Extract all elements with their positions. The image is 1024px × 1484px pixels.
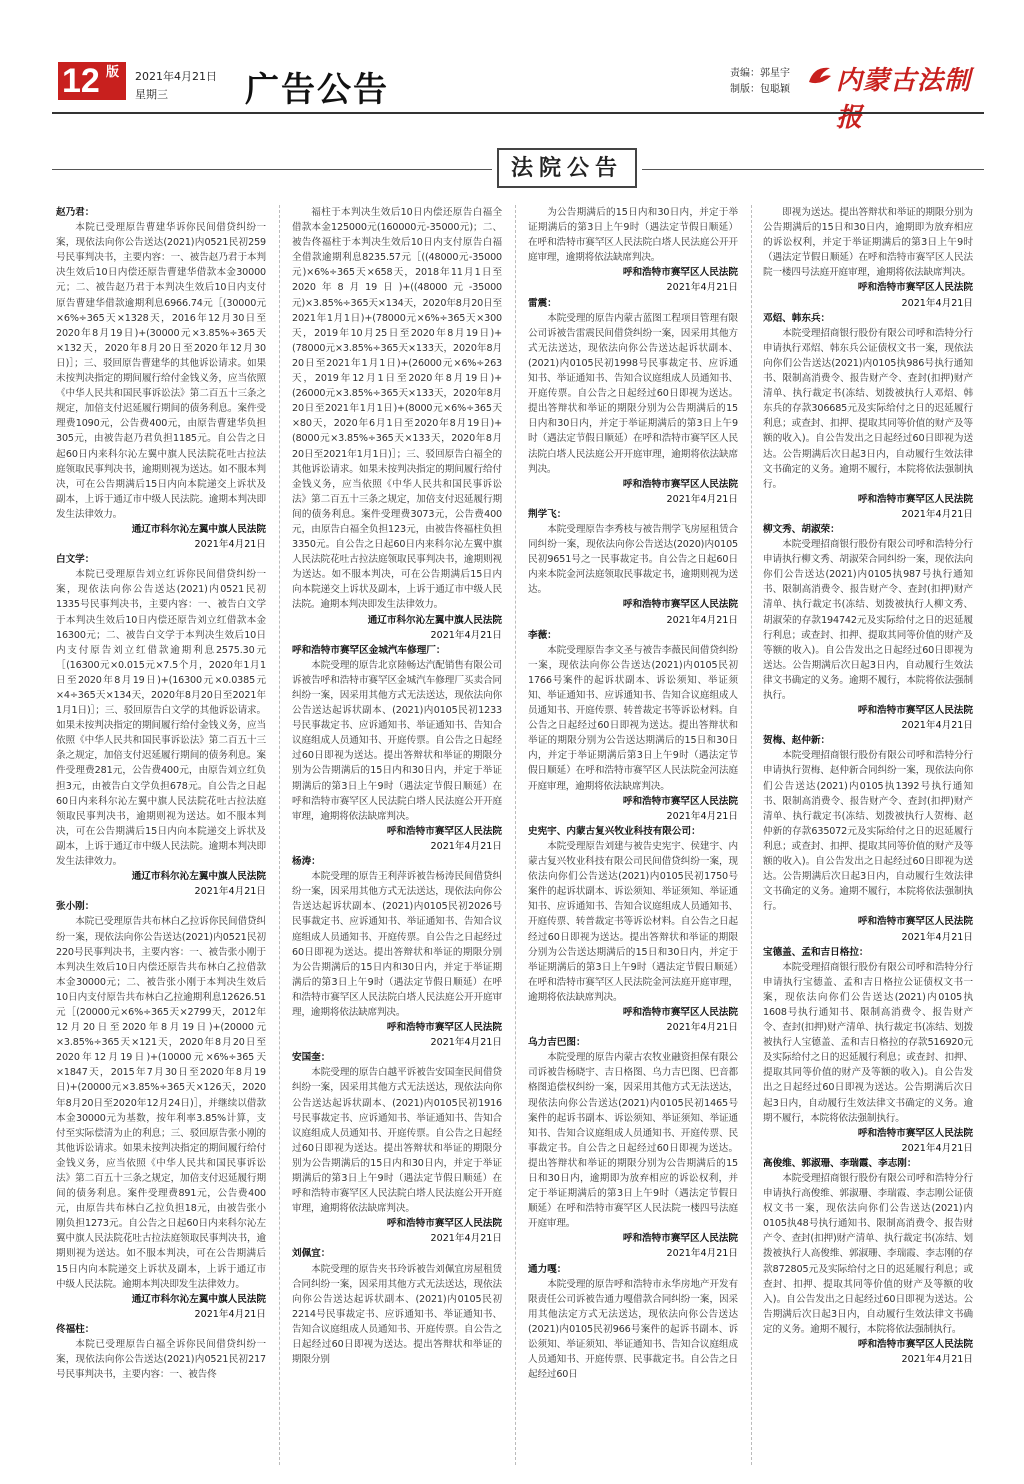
notice-court-signature: 通辽市科尔沁左翼中旗人民法院	[131, 1293, 266, 1305]
column-divider	[279, 205, 280, 1465]
notice-court-signature: 呼和浩特市赛罕区人民法院	[622, 1233, 738, 1245]
notice-date: 2021年4月21日	[194, 886, 266, 898]
notice-date: 2021年4月21日	[666, 1248, 738, 1260]
notice-body: 本院已受理原告白福全诉你民间借贷纠纷一案，现依法向你公告送达(2021)内0521民初217号民事判决书，主要内容：一、被告佟	[56, 1339, 266, 1381]
notice-body: 本院受理招商银行股份有限公司呼和浩特分行申请执行柳文秀、胡淑荣合同纠纷一案，现依法向你们公告送达(2021)内0105执987号执行通知书、限制高消费令、报告财产令、查封(扣押)财产清单、执行裁定书(冻结、划拨被执行人柳文秀、胡淑荣的存款194742元及实际给付之日的迟延履行利息；或查封、扣押、提取其同等价值的财产及等额的收入)。自公告发出之日起经过60日即视为送达。公告期满后次日起3日内，自动履行生效法律文书确定的义务。逾期不履行，本院将依法强制执行。	[763, 539, 973, 701]
column-divider	[751, 205, 752, 1465]
court-notice	[56, 899, 266, 1322]
notice-body: 本院受理招商银行股份有限公司呼和浩特分行申请执行贺梅、赵仲新合同纠纷一案，现依法向你们公告送达(2021)内0105执1392号执行通知书、限制高消费令、报告财产令、查封(扣押)财产清单、执行裁定书(冻结、划拨被执行人贺梅、赵仲新的存款635072元及实际给付之日的迟延履行利息；或查封、扣押、提取其同等价值的财产及等额的收入)。自公告发出之日起经过60日即视为送达。公告期满后次日起3日内，自动履行生效法律文书确定的义务。逾期不履行，本院将依法强制执行。	[763, 750, 973, 913]
court-notice	[528, 1035, 738, 1261]
issue-date: 2021年4月21日	[135, 70, 217, 83]
banner-title: 法院公告	[510, 155, 623, 181]
notice-court-signature: 呼和浩特市赛罕区人民法院	[857, 282, 973, 294]
page-number: 12	[62, 62, 100, 100]
notice-court-signature: 通辽市科尔沁左翼中旗人民法院	[131, 523, 266, 535]
notice-column-3	[528, 205, 738, 1382]
notice-body: 福柱于本判决生效后10日内偿还原告白福全借款本金125000元(160000元-35000元)；二、被告佟福柱于本判决生效后10日内支付原告白福全借款逾期利息8235.57元［((48000元-35000元)×6%÷365天×658天，2018年11月1日至2020年8月19日)+((48000元-35000元)×3.85%÷365天×134天，2020年8月20日至2021年1月1日)+(78000元×6%÷365天×300天，2019年10月25日至2020年8月19日)+(78000元×3.85%÷365天×133天，2020年8月20日至2021年1月1日)+(26000元×6%÷263天，2019年12月1日至2020年8月19日)+(26000元×3.85%÷365天×133天，2020年8月20日至2021年1月1日)+(8000元×6%÷365天×80天，2020年6月1日至2020年8月19日)+(8000元×3.85%÷365天×133天，2020年8月20日至2021年1月1日)］；三、驳回原告白福全的其他诉讼请求。如果未按判决指定的期间履行给付金钱义务，应当依照《中华人民共和国民事诉讼法》第二百五十三条之规定，加倍支付迟延履行期间的债务利息。案件受理费3073元，公告费400元，由原告白福全负担123元，由被告佟福柱负担3350元。自公告之日起60日内来科尔沁左翼中旗人民法院花吐古拉法庭领取民事判决书，逾期则视为送达。如不服本判决，可在公告期满后15日内向本院递交上诉状及副本，上诉于通辽市中级人民法院。逾期本判决即发生法律效力。	[292, 207, 502, 611]
notice-body: 本院已受理原告共布林白乙拉诉你民间借贷纠纷一案，现依法向你公告送达(2021)内0521民初220号民事判决书，主要内容：一、被告张小刚于本判决生效后10日内偿还原告共布林白乙拉借款本金30000元；二、被告张小刚于本判决生效后10日内支付原告共布林白乙拉逾期利息12626.51元［(20000元×6%÷365天×2799天，2012年12月20日至2020年8月19日)+(20000元×3.85%÷365天×121天，2020年8月20日至2020年12月19日)+(10000元×6%÷365天×1847天，2015年7月30日至2020年8月19日)+(20000元×3.85%÷365天×126天，2020年8月20日至2020年12月24日)］，并继续以借款本金30000元为基数，按年利率3.85%计算，支付至实际偿清为止的利息；三、驳回原告张小刚的其他诉讼请求。如果未按判决指定的期间履行给付金钱义务，应当依照《中华人民共和国民事诉讼法》第二百五十三条之规定，加倍支付迟延履行期间的债务利息。案件受理费891元，公告费400元，由原告共布林白乙拉负担18元，由被告张小刚负担1273元。自公告之日起60日内来科尔沁左翼中旗人民法院花吐古拉法庭领取民事判决书，逾期则视为送达。如不服本判决，可在公告期满后15日内向本院递交上诉状及副本，上诉于通辽市中级人民法院。逾期本判决即发生法律效力。	[56, 916, 266, 1290]
notice-column-2	[292, 205, 502, 1367]
notice-date: 2021年4月21日	[666, 1022, 738, 1034]
notice-recipient: 柳文秀、胡淑荣：	[763, 523, 840, 535]
court-notice	[763, 311, 973, 522]
notice-date: 2021年4月21日	[901, 1354, 973, 1366]
notice-court-signature: 呼和浩特市赛罕区人民法院	[386, 1022, 502, 1034]
notice-body: 本院受理招商银行股份有限公司呼和浩特分行申请执行邓炤、韩东兵公证债权文书一案，现依法向你们公告送达(2021)内0105执986号执行通知书、限制高消费令、报告财产令、查封(扣押)财产清单、执行裁定书(冻结、划拨被执行人邓炤、韩东兵的存款306685元及实际给付之日的迟延履行利息；或查封、扣押、提取其同等价值的财产及等额的收入)。自公告发出之日起经过60日即视为送达。公告期满后次日起3日内，自动履行生效法律文书确定的义务。逾期不履行，本院将依法强制执行。	[763, 327, 973, 490]
notice-court-signature: 呼和浩特市赛罕区人民法院	[622, 795, 738, 807]
notice-date: 2021年4月21日	[901, 508, 973, 520]
notice-court-signature: 通辽市科尔沁左翼中旗人民法院	[367, 614, 502, 626]
page-number-badge	[58, 62, 126, 100]
notice-recipient: 呼和浩特市赛罕区金城汽车修理厂：	[292, 644, 446, 656]
notice-body: 本院已受理原告曹建华诉你民间借贷纠纷一案，现依法向你公告送达(2021)内0521民初259号民事判决书，主要内容：一、被告赵乃君于本判决生效后10日内偿还原告曹建华借款本金30000元；二、被告赵乃君于本判决生效后10日内支付原告曹建华借款逾期利息6966.74元［(30000元×6%÷365天×1328天，2016年12月30日至2020年8月19日)+(30000元×3.85%÷365天×132天，2020年8月20日至2020年12月30日)］；三、驳回原告曹建华的其他诉讼请求。如果未按判决指定的期间履行给付金钱义务，应当依照《中华人民共和国民事诉讼法》第二百五十三条之规定，加倍支付迟延履行期间的债务利息。案件受理费1090元，公告费400元，由原告曹建华负担305元，由被告赵乃君负担1185元。自公告之日起60日内来科尔沁左翼中旗人民法院花吐古拉法庭领取民事判决书，逾期则视为送达。如不服本判决，可在公告期满后15日内向本院递交上诉状及副本，上诉于通辽市中级人民法院。逾期本判决即发生法律效力。	[56, 222, 266, 520]
notice-date: 2021年4月21日	[666, 810, 738, 822]
notice-date: 2021年4月21日	[666, 282, 738, 294]
court-notice	[292, 1050, 502, 1246]
notice-date: 2021年4月21日	[901, 720, 973, 732]
notice-court-signature: 呼和浩特市赛罕区人民法院	[622, 267, 738, 279]
notice-date: 2021年4月21日	[430, 1233, 502, 1245]
notice-body: 本院受理的原告北京陸畅达汽配销售有限公司诉被告呼和浩特市赛罕区金城汽车修理厂买卖合同纠纷一案，因采用其他方式无法送达，现依法向你公告送达起诉状副本、(2021)内0105民初1233号民事裁定书、应诉通知书、举证通知书、告知合议庭组成人员通知书、开庭传票。自公告之日起经过60日即视为送达。提出答辩状和举证的期限分别为公告期满后的15日内和30日内，并定于举证期满后的第3日上午9时（遇法定节假日顺延）在呼和浩特市赛罕区人民法院白塔人民法庭公开开庭审理，逾期将依法缺席判决。	[292, 659, 502, 822]
court-notice	[763, 522, 973, 733]
banner-line-right	[642, 169, 984, 170]
notice-court-signature: 呼和浩特市赛罕区人民法院	[857, 916, 973, 928]
notice-body: 本院受理招商银行股份有限公司呼和浩特分行申请执行宝德盖、孟和吉日格拉公证债权文书一案，现依法向你们公告送达(2021)内0105执1608号执行通知书、限制高消费令、报告财产令、查封(扣押)财产清单、执行裁定书(冻结、划拨被执行人宝德盖、孟和吉日格拉的存款516920元及实际给付之日的迟延履行利息；或查封、扣押、提取其同等价值的财产及等额的收入)。自公告发出之日起经过60日即视为送达。公告期满后次日起3日内，自动履行生效法律文书确定的义务。逾期不履行，本院将依法强制执行。	[763, 961, 973, 1124]
notice-body: 本院受理原告刘建与被告史宪宇、侯建宇、内蒙古复兴牧业科技有限公司民间借贷纠纷一案，现依法向你们公告送达(2021)内0105民初1750号案件的起诉状副本、诉讼须知、举证须知、举证通知书、应诉通知书、告知合议庭组成人员通知书、开庭传票、转普裁定书等诉讼材料。自公告之日起经过60日即视为送达。提出答辩状和举证的期限分别为公告送达期满后的15日和30日内，并定于举证期满后的第3日上午9时（遇法定节假日顺延）在呼和浩特市赛罕区人民法院金河法庭开庭审理，逾期将依法缺席判决。	[528, 840, 738, 1003]
notice-recipient: 乌力吉巴图：	[528, 1037, 586, 1049]
notice-court-signature: 呼和浩特市赛罕区人民法院	[857, 1127, 973, 1139]
notice-body: 本院受理的原告夹书玲诉被告刘佩宜房屋租赁合同纠纷一案，因采用其他方式无法送达，现依法向你公告送达起诉状副本、(2021)内0105民初2214号民事裁定书、应诉通知书、举证通知书、告知合议庭组成人员通知书、开庭传票。自公告之日起经过60日即视为送达。提出答辩状和举证的期限分别	[292, 1263, 502, 1366]
editor-name: 责编：郭星宇	[730, 68, 790, 79]
masthead	[0, 0, 1024, 133]
notice-date: 2021年4月21日	[430, 1037, 502, 1049]
notice-recipient: 贺梅、赵仲新：	[763, 735, 831, 747]
court-notice	[528, 507, 738, 628]
notice-court-signature: 呼和浩特市赛罕区人民法院	[857, 705, 973, 717]
banner-line-left	[52, 169, 492, 170]
court-notice	[763, 733, 973, 944]
notice-recipient: 安国奎：	[292, 1052, 331, 1064]
notice-court-signature: 呼和浩特市赛罕区人民法院	[386, 1218, 502, 1230]
notice-body: 本院受理的原告呼和浩特市永华房地产开发有限责任公司诉被告通力嘎借款合同纠纷一案，因采用其他法定方式无法送达，现依法向你公告送达(2021)内0105民初966号案件的起诉书副本、诉讼须知、举证须知、举证通知书、告知合议庭组成人员通知书、开庭传票、民事裁定书。自公告之日起经过60日	[528, 1278, 738, 1381]
notice-recipient: 张小刚：	[56, 901, 95, 913]
notice-recipient: 通力嘎：	[528, 1263, 567, 1275]
notice-court-signature: 呼和浩特市赛罕区人民法院	[622, 599, 738, 611]
notice-body: 本院受理的原告内蒙古农牧业融资担保有限公司诉被告杨晓宇、吉日格图、乌力吉巴图、巴音都格图追偿权纠纷一案，因采用其他方式无法送达，现依法向你公告送达(2021)内0105民初1465号案件的起诉书副本、诉讼须知、举证须知、举证通知书、告知合议庭组成人员通知书、开庭传票、民事裁定书。自公告之日起经过60日即视为送达。提出答辩状和举证的期限分别为公告期满后的15日和30日内，逾期即为放弃相应的诉讼权利，并定于举证期满后的第3日上午9时（遇法定节假日顺延）在呼和浩特市赛罕区人民法院一楼四号法庭开庭审理。	[528, 1052, 738, 1230]
notice-recipient: 白文学：	[56, 554, 95, 566]
newspaper-emblem-icon	[806, 62, 834, 90]
issue-date-block	[135, 68, 217, 104]
notice-body: 即视为送达。提出答辩状和举证的期限分别为公告期满后的15日和30日内，逾期即为放弃相应的诉讼权利，并定于举证期满后的第3日上午9时（遇法定节假日顺延）在呼和浩特市赛罕区人民法院一楼四号法庭开庭审理，逾期将依法缺席判决。	[763, 207, 973, 279]
notice-recipient: 史宪宇、内蒙古复兴牧业科技有限公司：	[528, 825, 701, 837]
court-notice	[528, 296, 738, 507]
notice-recipient: 李薇：	[528, 629, 557, 641]
notice-court-signature: 通辽市科尔沁左翼中旗人民法院	[131, 871, 266, 883]
court-notice	[292, 643, 502, 854]
section-title: 广告公告	[245, 70, 389, 110]
notice-court-signature: 呼和浩特市赛罕区人民法院	[857, 493, 973, 505]
notice-recipient: 邓炤、韩东兵：	[763, 312, 831, 324]
court-notice	[56, 1322, 266, 1382]
notice-court-signature: 呼和浩特市赛罕区人民法院	[857, 1339, 973, 1351]
newspaper-name: 内蒙古法制报	[836, 66, 972, 133]
notice-body: 为公告期满后的15日内和30日内，并定于举证期满后的第3日上午9时（遇法定节假日顺延）在呼和浩特市赛罕区人民法院白塔人民法庭公开开庭审理，逾期将依法缺席判决。	[528, 207, 738, 264]
notice-court-signature: 呼和浩特市赛罕区人民法院	[622, 478, 738, 490]
notice-column-4	[763, 205, 973, 1367]
court-notice	[56, 205, 266, 552]
court-notice	[528, 824, 738, 1035]
notice-recipient: 赵乃君：	[56, 207, 95, 218]
issue-weekday: 星期三	[135, 88, 168, 101]
notice-body: 本院受理的原告内蒙古蓝图工程项目管理有限公司诉被告雷震民间借贷纠纷一案，因采用其他方式无法送达，现依法向你公告送达起诉状副本、(2021)内0105民初1998号民事裁定书、应诉通知书、举证通知书、告知合议庭组成人员通知书、开庭传票。自公告之日起经过60日即视为送达。提出答辩状和举证的期限分别为公告期满后的15日内和30日内，并定于举证期满后的第3日上午9时（遇法定节假日顺延）在呼和浩特市赛罕区人民法院白塔人民法庭公开开庭审理，逾期将依法缺席判决。	[528, 312, 738, 475]
notice-recipient: 刘佩宜：	[292, 1248, 331, 1260]
court-notice	[763, 1156, 973, 1367]
notice-date: 2021年4月21日	[194, 1308, 266, 1320]
notice-recipient: 荆学飞：	[528, 508, 567, 520]
notice-date: 2021年4月21日	[901, 1142, 973, 1154]
court-notice	[763, 205, 973, 311]
notice-body: 本院受理原告李秀枝与被告荆学飞房屋租赁合同纠纷一案，现依法向你公告送达(2020)内0105民初9651号之一民事裁定书。自公告之日起60日内来本院金河法庭领取民事裁定书，逾期则视为送达。	[528, 523, 738, 596]
notice-body: 本院受理原告李文圣与被告李薇民间借贷纠纷一案，现依法向你公告送达(2021)内0105民初1766号案件的起诉状副本、诉讼须知、举证须知、举证通知书、应诉通知书、告知合议庭组成人员通知书、开庭传票、转普裁定书等诉讼材料。自公告之日起经过60日即视为送达。提出答辩状和举证的期限分别为公告送达期满后的15日和30日内，并定于举证期满后第3日上午9时（遇法定节假日顺延）在呼和浩特市赛罕区人民法院金河法庭开庭审理，逾期将依法缺席判决。	[528, 644, 738, 792]
notice-body: 本院受理的原告王利萍诉被告杨涛民间借贷纠纷一案，因采用其他方式无法送达，现依法向你公告送达起诉状副本、(2021)内0105民初2026号民事裁定书、应诉通知书、举证通知书、告知合议庭组成人员通知书、开庭传票。自公告之日起经过60日即视为送达。提出答辩状和举证的期限分别为公告期满后的15日内和30日内，并定于举证期满后的第3日上午9时（遇法定节假日顺延）在呼和浩特市赛罕区人民法院白塔人民法庭公开开庭审理，逾期将依法缺席判决。	[292, 871, 502, 1018]
court-notice	[292, 205, 502, 643]
notice-recipient: 杨涛：	[292, 856, 321, 868]
notice-recipient: 宝德盖、孟和吉日格拉：	[763, 946, 869, 958]
notice-court-signature: 呼和浩特市赛罕区人民法院	[622, 1006, 738, 1018]
column-divider	[515, 205, 516, 1465]
notice-recipient: 高俊维、郭淑珊、李瑞霞、李志刚：	[763, 1157, 917, 1169]
notice-column-1	[56, 205, 266, 1382]
notice-body: 本院已受理原告刘立红诉你民间借贷纠纷一案，现依法向你公告送达(2021)内0521民初1335号民事判决书，主要内容：一、被告白文学于本判决生效后10日内偿还原告刘立红借款本金16300元；二、被告白文学于本判决生效后10日内支付原告刘立红借款逾期利息2575.30元［(16300元×0.015元×7.5个月，2020年1月1日至2020年8月19日)+(16300元×0.0385元×4÷365天×134天，2020年8月20日至2021年1月1日)］；三、驳回原告白文学的其他诉讼请求。如果未按判决指定的期间履行给付金钱义务，应当依照《中华人民共和国民事诉讼法》第二百五十三条之规定，加倍支付迟延履行期间的债务利息。案件受理费281元，公告费400元，由原告刘立红负担3元，由被告白文学负担678元。自公告之日起60日内来科尔沁左翼中旗人民法院花吐古拉法庭领取民事判决书，逾期则视为送达。如不服本判决，可在公告期满后15日内向本院递交上诉状及副本，上诉于通辽市中级人民法院。逾期本判决即发生法律效力。	[56, 569, 266, 868]
header-rule	[52, 112, 984, 114]
notice-date: 2021年4月21日	[666, 493, 738, 505]
notice-date: 2021年4月21日	[901, 931, 973, 943]
court-notice	[528, 205, 738, 296]
notice-court-signature: 呼和浩特市赛罕区人民法院	[386, 825, 502, 837]
newspaper-logo	[806, 60, 986, 133]
editor-credits	[730, 66, 790, 98]
notice-date: 2021年4月21日	[901, 297, 973, 309]
notice-recipient: 雷震：	[528, 297, 557, 309]
notice-body: 本院受理招商银行股份有限公司呼和浩特分行申请执行高俊维、郭淑珊、李瑞霞、李志刚公证债权文书一案，现依法向你们公告送达(2021)内0105执48号执行通知书、限制高消费令、报告财产令、查封(扣押)财产清单、执行裁定书(冻结、划拨被执行人高俊维、郭淑珊、李瑞霞、李志刚的存款872805元及实际给付之日的迟延履行利息；或查封、扣押、提取其同等价值的财产及等额的收入)。自公告发出之日起经过60日即视为送达。公告期满后次日起3日内，自动履行生效法律文书确定的义务。逾期不履行，本院将依法强制执行。	[763, 1173, 973, 1335]
ban-label: 版	[106, 64, 120, 79]
notice-recipient: 佟福柱：	[56, 1323, 95, 1335]
court-notice	[763, 945, 973, 1156]
notice-date: 2021年4月21日	[430, 629, 502, 641]
court-notice	[56, 552, 266, 899]
section-banner	[52, 148, 984, 192]
notice-date: 2021年4月21日	[430, 840, 502, 852]
notice-date: 2021年4月21日	[194, 539, 266, 551]
court-notice	[528, 628, 738, 824]
court-notice	[528, 1262, 738, 1383]
producer-name: 制版：包聪颖	[730, 84, 790, 95]
court-notice	[292, 1246, 502, 1367]
notice-date: 2021年4月21日	[666, 614, 738, 626]
banner-box	[497, 148, 637, 188]
notice-body: 本院受理的原告白越平诉被告安国奎民间借贷纠纷一案，因采用其他方式无法送达，现依法向你公告送达起诉状副本、(2021)内0105民初1916号民事裁定书、应诉通知书、举证通知书、告知合议庭组成人员通知书、开庭传票。自公告之日起经过60日即视为送达。提出答辩状和举证的期限分别为公告期满后的15日内和30日内，并定于举证期满后的第3日上午9时（遇法定节假日顺延）在呼和浩特市赛罕区人民法院白塔人民法庭公开开庭审理，逾期将依法缺席判决。	[292, 1067, 502, 1215]
court-notice	[292, 854, 502, 1050]
